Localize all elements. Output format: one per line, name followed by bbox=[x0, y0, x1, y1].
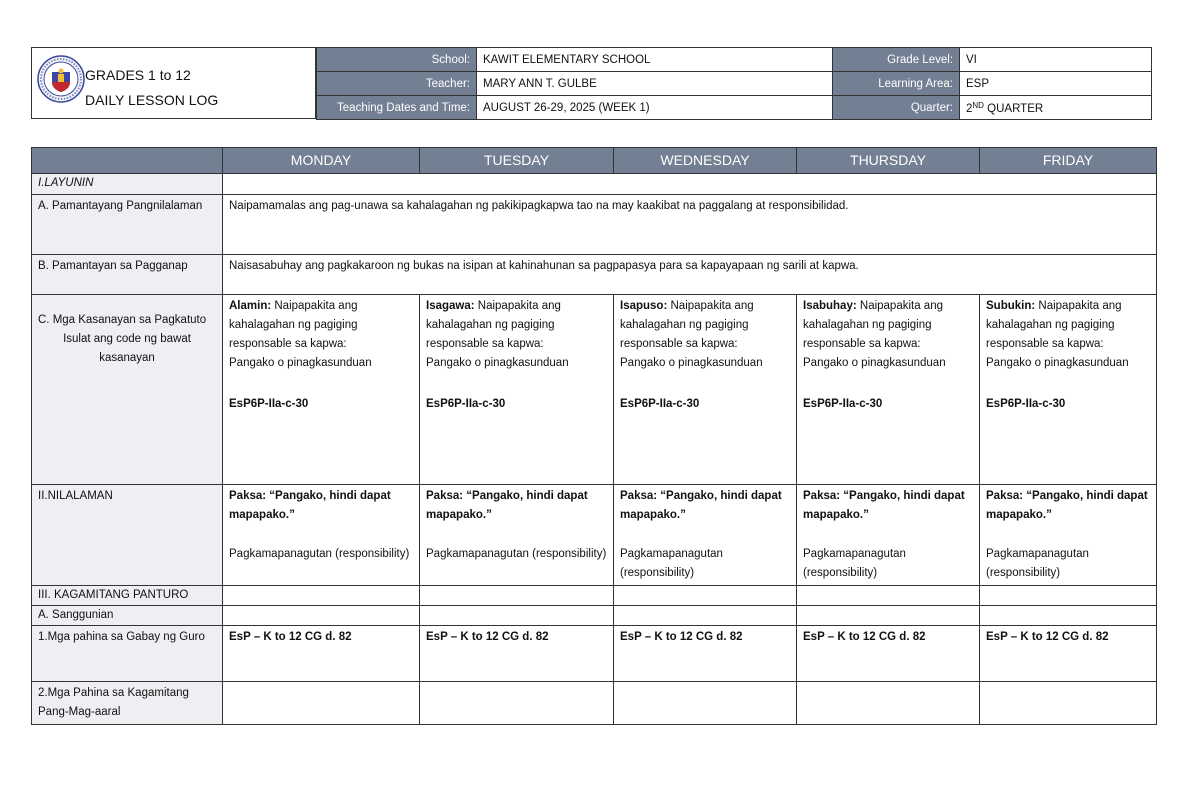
nilalaman-friday bbox=[980, 485, 1157, 586]
kasanayan-label-main: C. Mga Kasanayan sa Pagkatuto bbox=[38, 314, 207, 326]
kasanayan-code: EsP6P-IIa-c-30 bbox=[229, 398, 309, 410]
pagganap-text: Naisasabuhay ang pagkakaroon ng bukas na isipan at kahinahunan sa pagpapasya para sa kapayapaan ng sarili at kapwa. bbox=[223, 255, 1157, 295]
pamantayang-text: Naipamamalas ang pag-unawa sa kahalagahan ng pakikipagkapwa tao na may kaakibat na paggalang at responsibilidad. bbox=[223, 195, 1157, 255]
kasanayan-key: Isabuhay: bbox=[803, 300, 857, 312]
kasanayan-text: Naipapakita ang kahalagahan ng pagiging responsable sa kapwa: bbox=[229, 300, 358, 350]
pang-mag-aaral-wednesday bbox=[614, 682, 797, 725]
pang-mag-aaral-thursday bbox=[797, 682, 980, 725]
title-line-1: GRADES 1 to 12 bbox=[85, 67, 191, 83]
table-row bbox=[32, 255, 1157, 295]
kasanayan-monday bbox=[223, 295, 420, 485]
quarter-superscript: ND bbox=[972, 100, 984, 110]
sanggunian-friday bbox=[980, 606, 1157, 626]
quarter-number: 2 bbox=[966, 102, 973, 115]
dates-label: Teaching Dates and Time: bbox=[317, 96, 477, 120]
kasanayan-sub: Pangako o pinagkasunduan bbox=[986, 357, 1129, 369]
value-text: Pagkamapanagutan (responsibility) bbox=[229, 548, 410, 560]
kagamitan-wednesday bbox=[614, 586, 797, 606]
area-value: ESP bbox=[960, 72, 1152, 96]
value-text: Pagkamapanagutan (responsibility) bbox=[986, 548, 1089, 579]
gabay-thursday: EsP – K to 12 CG d. 82 bbox=[797, 626, 980, 682]
sanggunian-tuesday bbox=[420, 606, 614, 626]
kagamitan-monday bbox=[223, 586, 420, 606]
pang-mag-aaral-monday bbox=[223, 682, 420, 725]
day-header-thursday: THURSDAY bbox=[797, 148, 980, 174]
paksa-text: Paksa: “Pangako, hindi dapat mapapako.” bbox=[803, 490, 965, 521]
kasanayan-label-sub: Isulat ang code ng bawat kasanayan bbox=[63, 333, 191, 364]
kagamitan-label: III. KAGAMITANG PANTURO bbox=[32, 586, 223, 606]
day-header-wednesday: WEDNESDAY bbox=[614, 148, 797, 174]
pang-mag-aaral-tuesday bbox=[420, 682, 614, 725]
kasanayan-code: EsP6P-IIa-c-30 bbox=[803, 398, 883, 410]
lesson-log-table bbox=[31, 147, 1157, 725]
sanggunian-wednesday bbox=[614, 606, 797, 626]
table-row bbox=[32, 195, 1157, 255]
kagamitan-tuesday bbox=[420, 586, 614, 606]
deped-seal-icon bbox=[37, 55, 85, 103]
school-label: School: bbox=[317, 48, 477, 72]
quarter-value bbox=[960, 96, 1152, 120]
paksa-text: Paksa: “Pangako, hindi dapat mapapako.” bbox=[986, 490, 1148, 521]
area-label: Learning Area: bbox=[833, 72, 960, 96]
sanggunian-monday bbox=[223, 606, 420, 626]
kasanayan-label bbox=[32, 295, 223, 485]
day-header-tuesday: TUESDAY bbox=[420, 148, 614, 174]
pang-mag-aaral-label: 2.Mga Pahina sa Kagamitang Pang-Mag-aaral bbox=[32, 682, 223, 725]
kasanayan-thursday bbox=[797, 295, 980, 485]
corner-header bbox=[32, 148, 223, 174]
kasanayan-sub: Pangako o pinagkasunduan bbox=[620, 357, 763, 369]
table-row bbox=[32, 606, 1157, 626]
gabay-friday: EsP – K to 12 CG d. 82 bbox=[980, 626, 1157, 682]
kasanayan-key: Isagawa: bbox=[426, 300, 475, 312]
day-header-monday: MONDAY bbox=[223, 148, 420, 174]
kasanayan-text: Naipapakita ang kahalagahan ng pagiging responsable sa kapwa: bbox=[620, 300, 754, 350]
dates-value: AUGUST 26-29, 2025 (WEEK 1) bbox=[477, 96, 833, 120]
grade-value: VI bbox=[960, 48, 1152, 72]
nilalaman-label: II.NILALAMAN bbox=[32, 485, 223, 586]
gabay-label: 1.Mga pahina sa Gabay ng Guro bbox=[32, 626, 223, 682]
gabay-wednesday: EsP – K to 12 CG d. 82 bbox=[614, 626, 797, 682]
table-row bbox=[32, 295, 1157, 485]
kasanayan-code: EsP6P-IIa-c-30 bbox=[426, 398, 506, 410]
kasanayan-sub: Pangako o pinagkasunduan bbox=[803, 357, 946, 369]
nilalaman-thursday bbox=[797, 485, 980, 586]
kasanayan-code: EsP6P-IIa-c-30 bbox=[986, 398, 1066, 410]
paksa-text: Paksa: “Pangako, hindi dapat mapapako.” bbox=[620, 490, 782, 521]
value-text: Pagkamapanagutan (responsibility) bbox=[620, 548, 723, 579]
page-title bbox=[85, 63, 218, 113]
kasanayan-wednesday bbox=[614, 295, 797, 485]
kagamitan-friday bbox=[980, 586, 1157, 606]
table-row bbox=[32, 485, 1157, 586]
kasanayan-text: Naipapakita ang kahalagahan ng pagiging responsable sa kapwa: bbox=[426, 300, 561, 350]
day-header-friday: FRIDAY bbox=[980, 148, 1157, 174]
kasanayan-key: Subukin: bbox=[986, 300, 1036, 312]
table-row bbox=[32, 586, 1157, 606]
nilalaman-wednesday bbox=[614, 485, 797, 586]
value-text: Pagkamapanagutan (responsibility) bbox=[426, 548, 607, 560]
layunin-label: I.LAYUNIN bbox=[32, 174, 223, 195]
kasanayan-text: Naipapakita ang kahalagahan ng pagiging responsable sa kapwa: bbox=[986, 300, 1122, 350]
kasanayan-sub: Pangako o pinagkasunduan bbox=[426, 357, 569, 369]
value-text: Pagkamapanagutan (responsibility) bbox=[803, 548, 906, 579]
school-value: KAWIT ELEMENTARY SCHOOL bbox=[477, 48, 833, 72]
day-header-row bbox=[32, 148, 1157, 174]
kasanayan-key: Isapuso: bbox=[620, 300, 668, 312]
teacher-value: MARY ANN T. GULBE bbox=[477, 72, 833, 96]
layunin-empty bbox=[223, 174, 1157, 195]
kasanayan-sub: Pangako o pinagkasunduan bbox=[229, 357, 372, 369]
nilalaman-tuesday bbox=[420, 485, 614, 586]
kasanayan-friday bbox=[980, 295, 1157, 485]
kasanayan-code: EsP6P-IIa-c-30 bbox=[620, 398, 700, 410]
kasanayan-tuesday bbox=[420, 295, 614, 485]
pamantayang-label: A. Pamantayang Pangnilalaman bbox=[32, 195, 223, 255]
header-logo-box bbox=[31, 47, 316, 119]
quarter-label: Quarter: bbox=[833, 96, 960, 120]
teacher-label: Teacher: bbox=[317, 72, 477, 96]
gabay-tuesday: EsP – K to 12 CG d. 82 bbox=[420, 626, 614, 682]
kasanayan-key: Alamin: bbox=[229, 300, 272, 312]
kasanayan-text: Naipapakita ang kahalagahan ng pagiging responsable sa kapwa: bbox=[803, 300, 943, 350]
header-info-table bbox=[316, 47, 1152, 120]
gabay-monday: EsP – K to 12 CG d. 82 bbox=[223, 626, 420, 682]
grade-label: Grade Level: bbox=[833, 48, 960, 72]
title-line-2: DAILY LESSON LOG bbox=[85, 92, 219, 108]
sanggunian-label: A. Sanggunian bbox=[32, 606, 223, 626]
table-row bbox=[32, 174, 1157, 195]
nilalaman-monday bbox=[223, 485, 420, 586]
table-row bbox=[32, 682, 1157, 725]
sanggunian-thursday bbox=[797, 606, 980, 626]
pagganap-label: B. Pamantayan sa Pagganap bbox=[32, 255, 223, 295]
quarter-word: QUARTER bbox=[983, 102, 1044, 115]
table-row bbox=[32, 626, 1157, 682]
kagamitan-thursday bbox=[797, 586, 980, 606]
pang-mag-aaral-friday bbox=[980, 682, 1157, 725]
paksa-text: Paksa: “Pangako, hindi dapat mapapako.” bbox=[229, 490, 391, 521]
paksa-text: Paksa: “Pangako, hindi dapat mapapako.” bbox=[426, 490, 588, 521]
